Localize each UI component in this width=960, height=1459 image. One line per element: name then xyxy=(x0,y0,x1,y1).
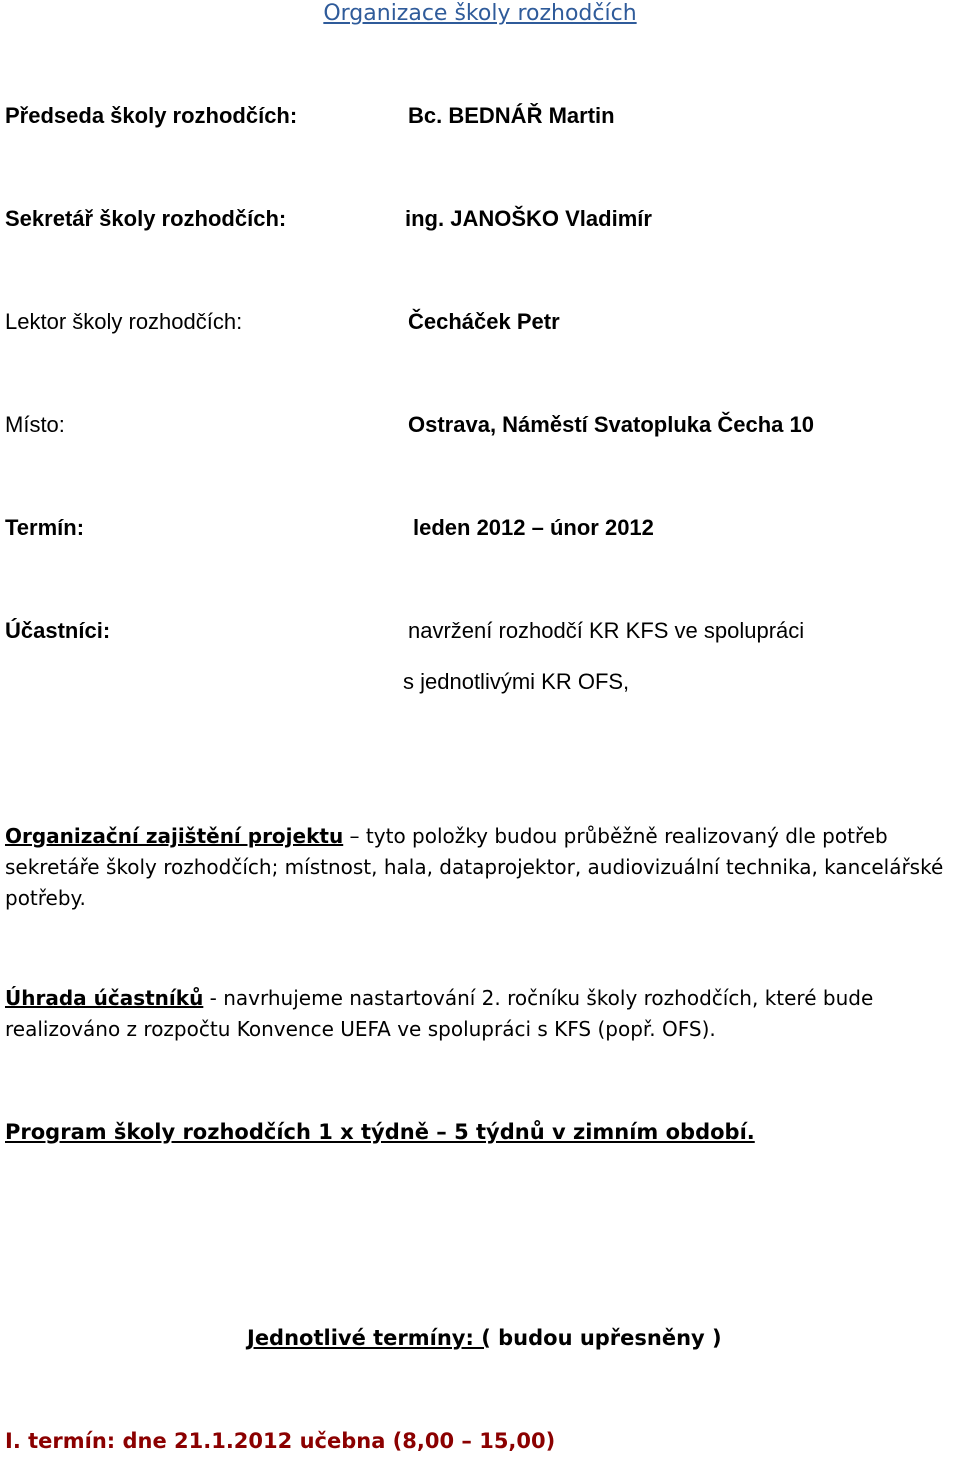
info-value-line2: s jednotlivými KR OFS, xyxy=(403,669,630,694)
info-value: Čecháček Petr xyxy=(408,309,560,334)
info-label: Účastníci: xyxy=(5,618,111,643)
organization-paragraph xyxy=(5,821,960,914)
info-value: Ostrava, Náměstí Svatopluka Čecha 10 xyxy=(408,412,814,437)
info-label: Sekretář školy rozhodčích: xyxy=(5,206,287,231)
terms-heading-underlined: Jednotlivé termíny: ( xyxy=(247,1326,491,1350)
organization-heading: Organizační zajištění projektu xyxy=(5,824,344,848)
info-value: Bc. BEDNÁŘ Martin xyxy=(408,103,615,128)
program-heading: Program školy rozhodčích 1 x týdně – 5 týdnů v zimním období. xyxy=(5,1120,755,1144)
organization-text: – tyto položky budou průběžně realizovaný dle potřeb sekretáře školy rozhodčích; místnost, hala, dataprojektor, audiovizuální technika, kancelářské potřeby. xyxy=(5,824,944,910)
payment-text: - navrhujeme nastartování 2. ročníku školy rozhodčích, které bude realizováno z rozpočtu Konvence UEFA ve spolupráci s KFS (popř. OFS). xyxy=(5,986,874,1041)
first-term: I. termín: dne 21.1.2012 učebna (8,00 – 15,00) xyxy=(5,1429,556,1453)
terms-heading-rest: budou upřesněny ) xyxy=(490,1326,722,1350)
payment-heading: Úhrada účastníků xyxy=(5,986,204,1010)
info-label: Lektor školy rozhodčích: xyxy=(5,309,243,334)
info-value: ing. JANOŠKO Vladimír xyxy=(405,206,652,231)
document-title: Organizace školy rozhodčích xyxy=(323,1,637,26)
info-value: navržení rozhodčí KR KFS ve spolupráci xyxy=(408,618,805,643)
info-label: Předseda školy rozhodčích: xyxy=(5,103,298,128)
info-label: Místo: xyxy=(5,412,65,437)
payment-paragraph xyxy=(5,983,960,1045)
terms-heading xyxy=(247,1324,722,1352)
info-value: leden 2012 – únor 2012 xyxy=(413,515,654,540)
info-label: Termín: xyxy=(5,515,85,540)
